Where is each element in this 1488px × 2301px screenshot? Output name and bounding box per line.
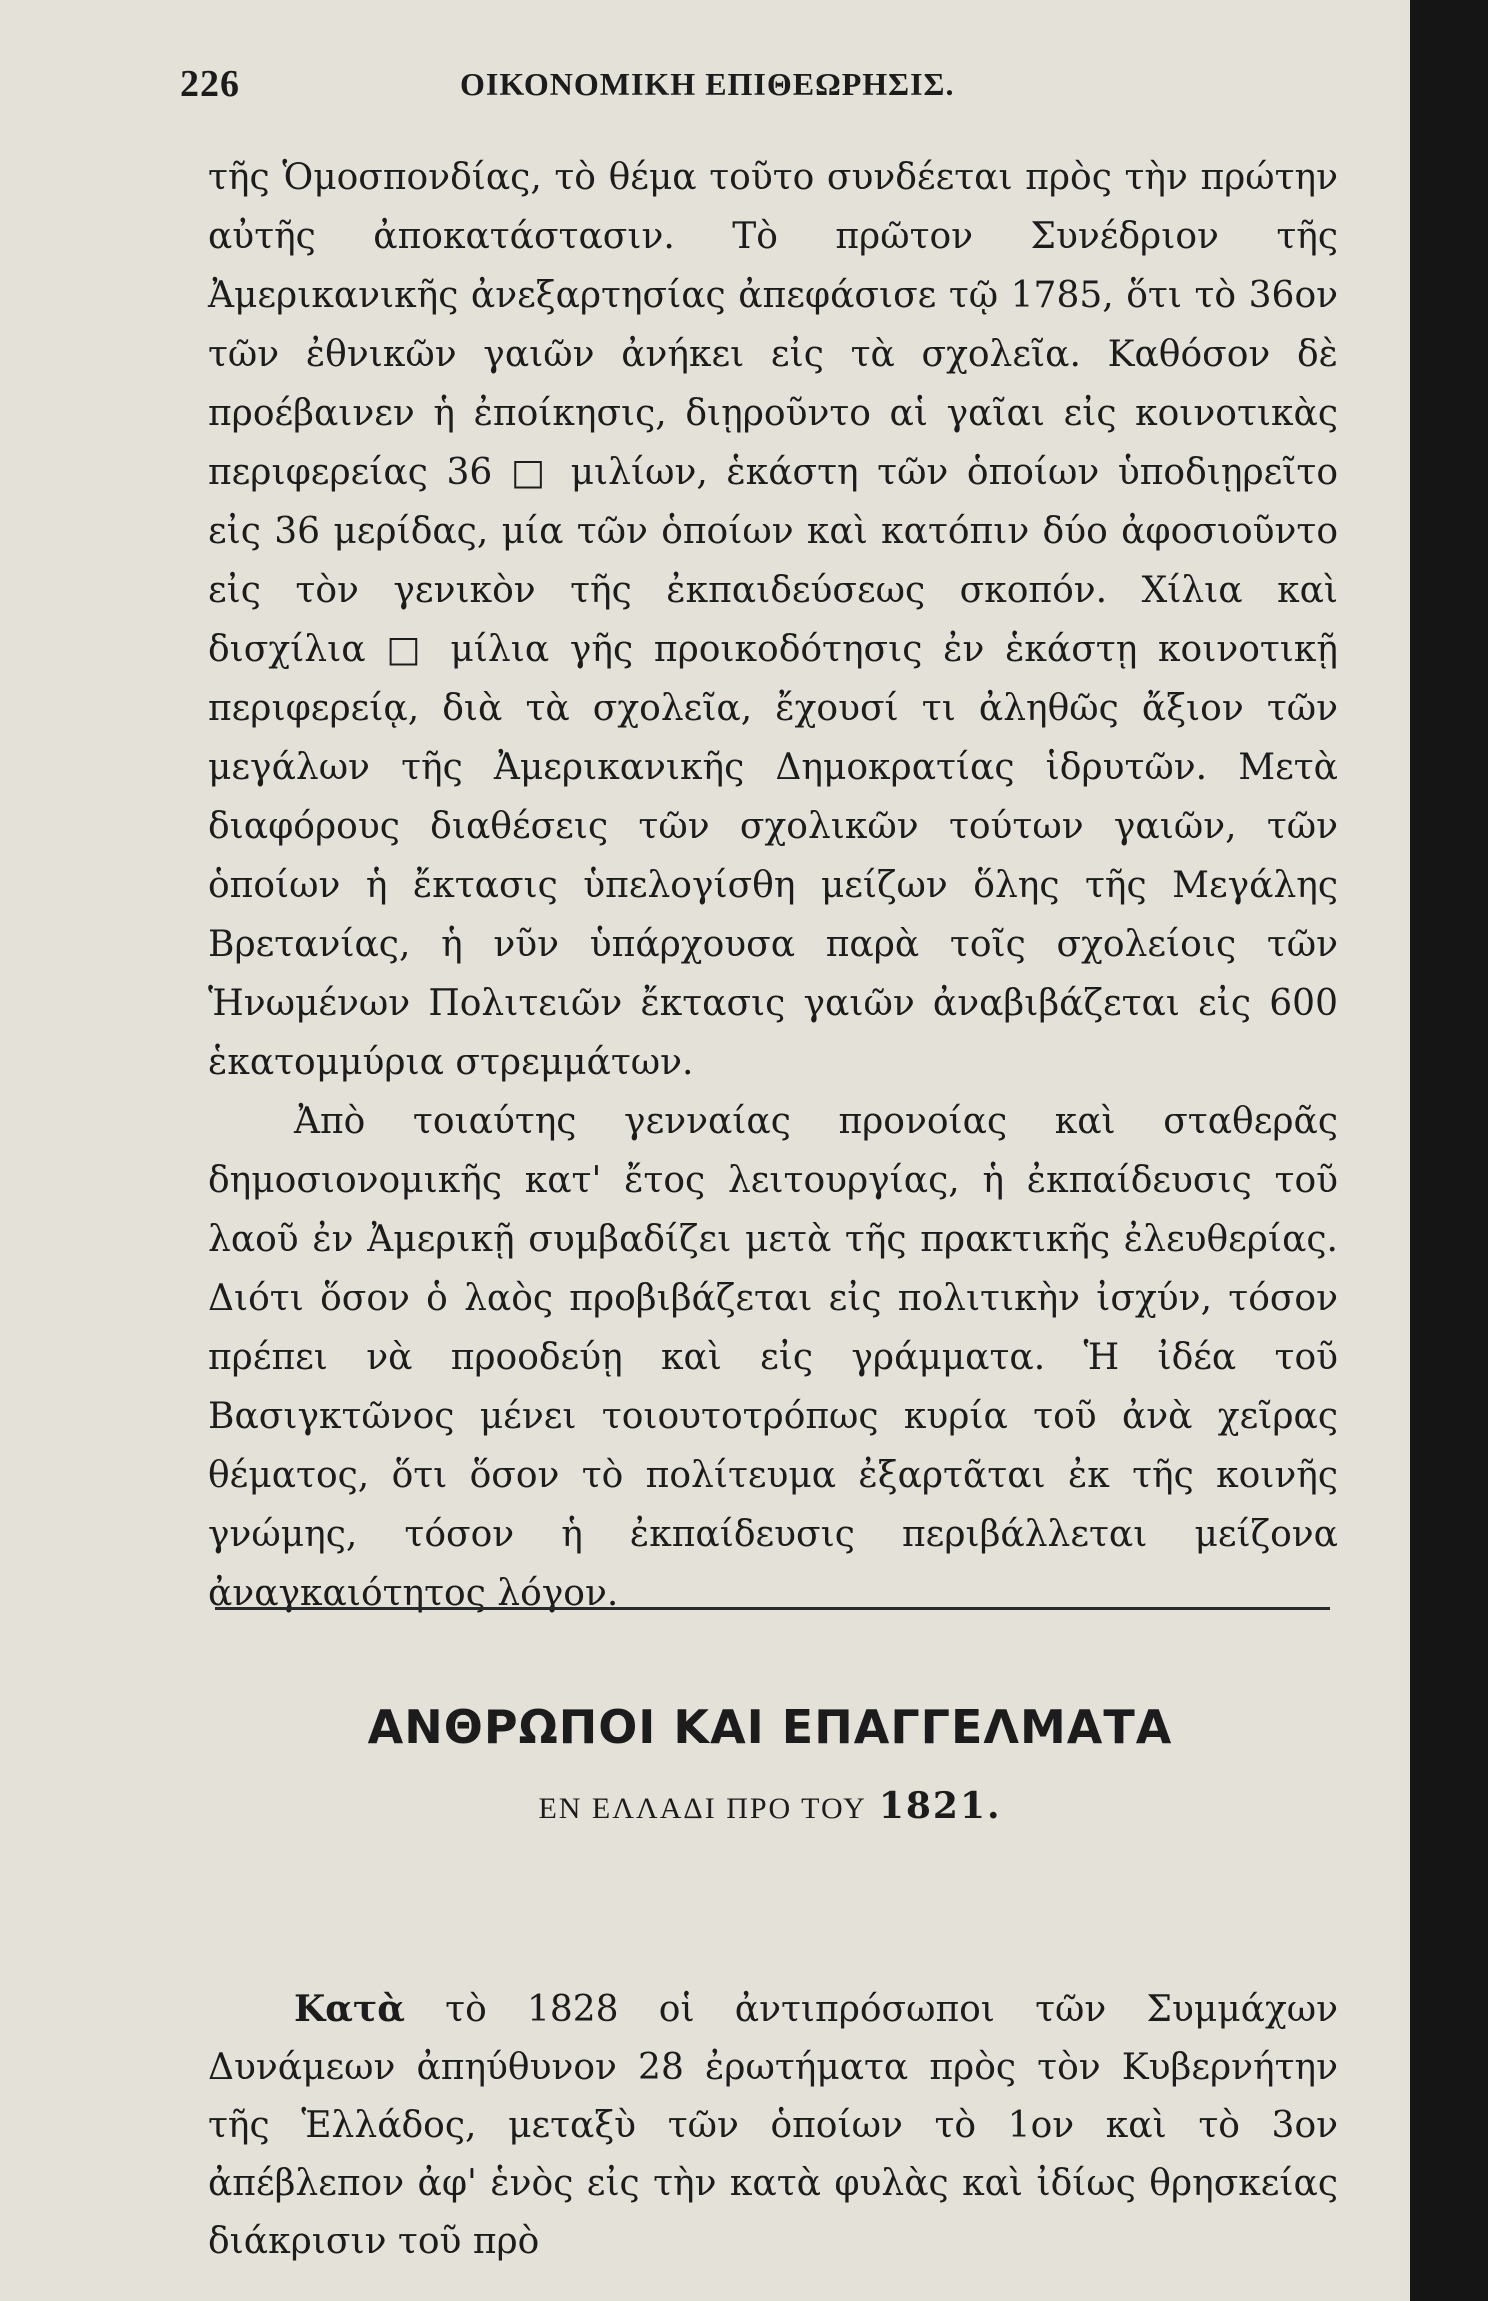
paragraph <box>208 1980 1338 2271</box>
section-subtitle <box>200 1785 1340 1827</box>
article-body-2 <box>208 1980 1338 2271</box>
lead-word: Κατὰ <box>294 1988 405 2030</box>
paragraph: Ἀπὸ τοιαύτης γενναίας προνοίας καὶ σταθερᾶς δημοσιονομικῆς κατ' ἔτος λειτουργίας, ἡ ἐκπαίδευσις τοῦ λαοῦ ἐν Ἀμερικῇ συμβαδίζει μετὰ τῆς πρακτικῆς ἐλευθερίας. Διότι ὅσον ὁ λαὸς προβιβάζεται εἰς πολιτικὴν ἰσχύν, τόσον πρέπει νὰ προοδεύῃ καὶ εἰς γράμματα. Ἡ ἰδέα τοῦ Βασιγκτῶνος μένει τοιουτοτρόπως κυρία τοῦ ἀνὰ χεῖρας θέματος, ὅτι ὅσον τὸ πολίτευμα ἐξαρτᾶται ἐκ τῆς κοινῆς γνώμης, τόσον ἡ ἐκπαίδευσις περιβάλλεται μείζονα ἀναγκαιότητος λόγον. <box>208 1101 1338 1614</box>
paragraph: τῆς Ὁμοσπονδίας, τὸ θέμα τοῦτο συνδέεται πρὸς τὴν πρώτην αὐτῆς ἀποκατάστασιν. Τὸ πρῶτον Συνέδριον τῆς Ἀμερικανικῆς ἀνεξαρτησίας ἀπεφάσισε τῷ 1785, ὅτι τὸ 36ον τῶν ἐθνικῶν γαιῶν ἀνήκει εἰς τὰ σχολεῖα. Καθόσον δὲ προέβαινεν ἡ ἐποίκησις, διῃροῦντο αἱ γαῖαι εἰς κοινοτικὰς περιφερείας 36 □ μιλίων, ἑκάστη τῶν ὁποίων ὑποδιῃρεῖτο εἰς 36 μερίδας, μία τῶν ὁποίων καὶ κατόπιν δύο ἀφοσιοῦντο εἰς τὸν γενικὸν τῆς ἐκπαιδεύσεως σκοπόν. Χίλια καὶ δισχίλια □ μίλια γῆς προικοδότησις ἐν ἑκάστῃ κοινοτικῇ περιφερείᾳ, διὰ τὰ σχολεῖα, ἔχουσί τι ἀληθῶς ἄξιον τῶν μεγάλων τῆς Ἀμερικανικῆς Δημοκρατίας ἱδρυτῶν. Μετὰ διαφόρους διαθέσεις τῶν σχολικῶν τούτων γαιῶν, τῶν ὁποίων ἡ ἔκτασις ὑπελογίσθη μείζων ὅλης τῆς Μεγάλης Βρετανίας, ἡ νῦν ὑπάρχουσα παρὰ τοῖς σχολείοις τῶν Ἡνωμένων Πολιτειῶν ἔκτασις γαιῶν ἀναβιβάζεται εἰς 600 ἑκατομμύρια στρεμμάτων. <box>208 157 1338 1083</box>
subtitle-text: ΕΝ ΕΛΛΑΔΙ ΠΡΟ ΤΟΥ <box>538 1792 867 1825</box>
subtitle-year: 1821. <box>878 1785 1002 1827</box>
article-body <box>208 148 1338 1623</box>
page-header <box>180 62 1080 122</box>
section-divider <box>215 1607 1330 1610</box>
running-title: ΟΙΚΟΝΟΜΙΚΗ ΕΠΙΘΕΩΡΗΣΙΣ. <box>460 66 955 102</box>
section-title: ΑΝΘΡΩΠΟΙ ΚΑΙ ΕΠΑΓΓΕΛΜΑΤΑ <box>367 1700 1173 1754</box>
book-spine-shadow <box>1410 0 1488 2301</box>
paragraph-text: τὸ 1828 οἱ ἀντιπρόσωποι τῶν Συμμάχων Δυνάμεων ἀπηύθυνον 28 ἐρωτήματα πρὸς τὸν Κυβερνήτην τῆς Ἑλλάδος, μεταξὺ τῶν ὁποίων τὸ 1ον καὶ τὸ 3ον ἀπέβλεπον ἀφ' ἑνὸς εἰς τὴν κατὰ φυλὰς καὶ ἰδίως θρησκείας διάκρισιν τοῦ πρὸ <box>208 1989 1339 2262</box>
page-number: 226 <box>180 63 240 105</box>
